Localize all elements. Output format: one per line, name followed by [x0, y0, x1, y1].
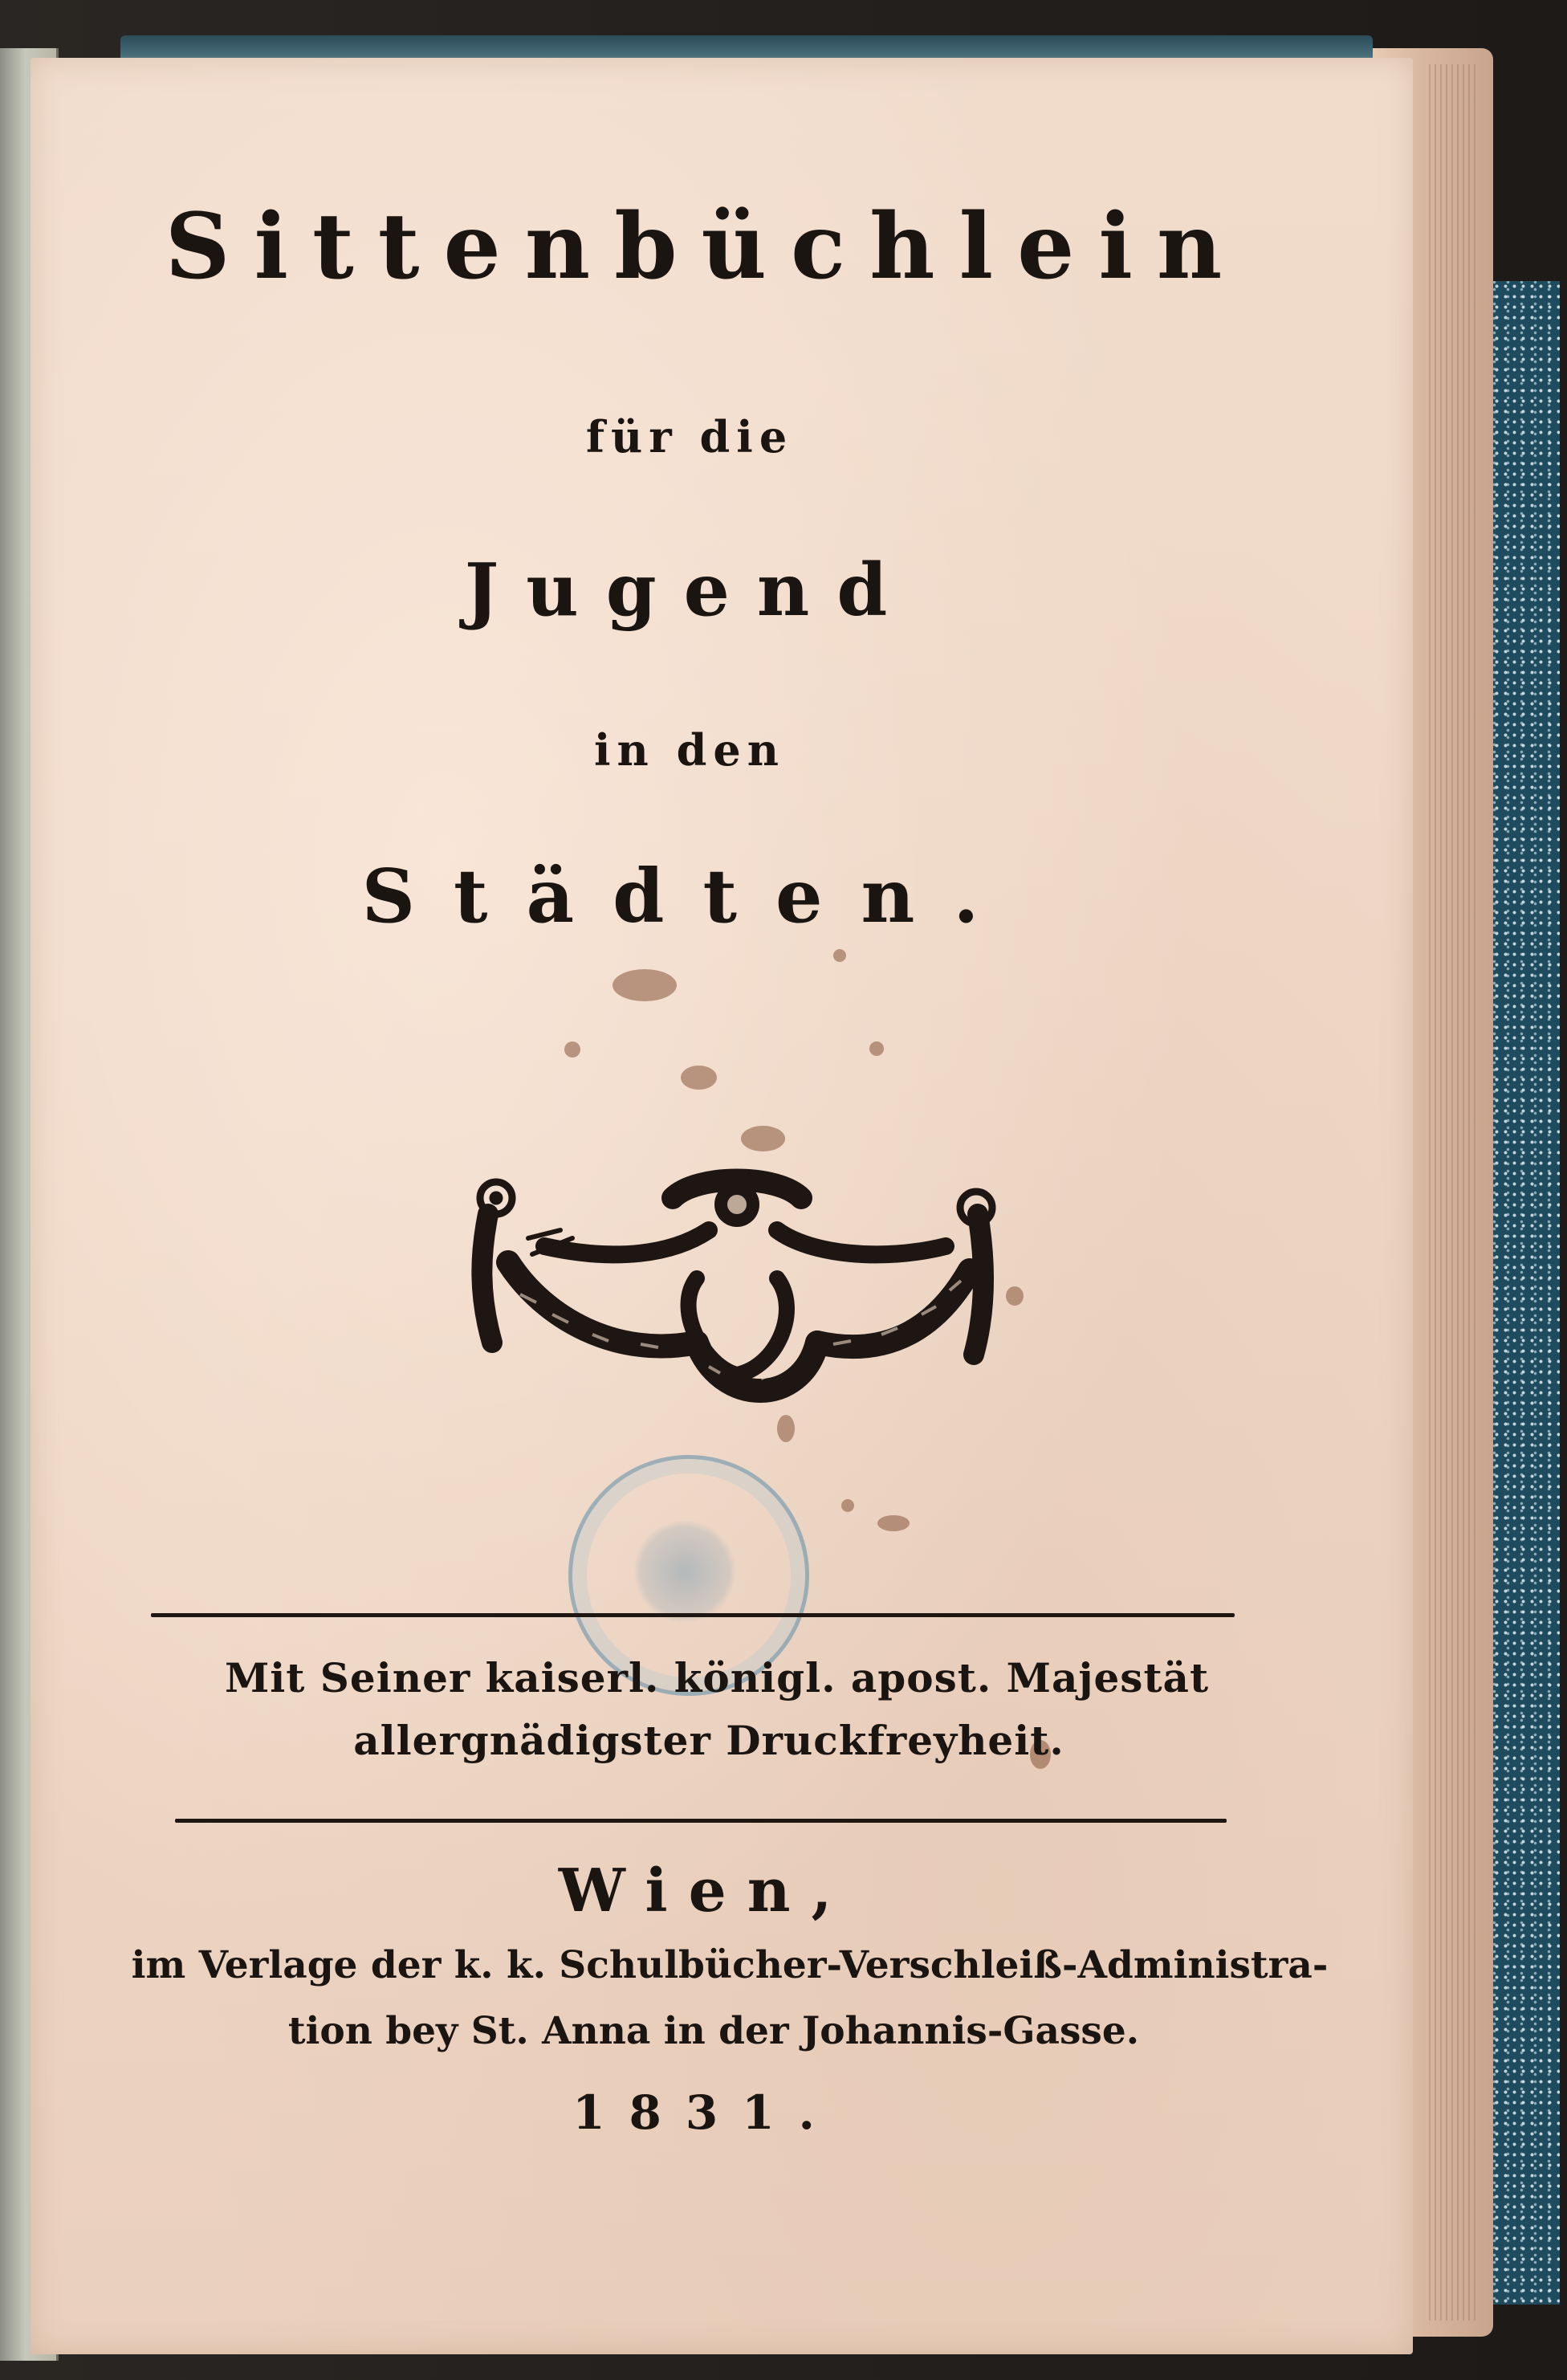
foxing-spot [877, 1515, 910, 1531]
page-stack-lines [1429, 64, 1477, 2321]
publication-year: 1831. [572, 2085, 839, 2140]
garland-ornament [432, 1142, 1042, 1431]
title-for: für die [585, 411, 794, 463]
publisher-line-1: im Verlage der k. k. Schulbücher-Verschleiß-Administra- [131, 1943, 1329, 1987]
place-of-publication: Wien, [558, 1856, 853, 1926]
title-in: in den [594, 724, 785, 776]
privilege-line-2: allergnädigster Druckfreyheit. [353, 1717, 1064, 1764]
publisher-line-2: tion bey St. Anna in der Johannis-Gasse. [287, 2009, 1140, 2053]
stamp-eagle-icon [633, 1519, 737, 1624]
foxing-spot [613, 969, 677, 1001]
foxing-spot [833, 949, 846, 962]
title-page [31, 58, 1413, 2354]
divider-rule-bottom [175, 1819, 1227, 1823]
foxing-spot [564, 1041, 580, 1058]
foxing-spot [869, 1041, 884, 1056]
title-youth: Jugend [464, 548, 915, 633]
book-title: Sittenbüchlein [165, 194, 1247, 300]
privilege-line-1: Mit Seiner kaiserl. königl. apost. Majestät [224, 1654, 1210, 1701]
divider-rule-top [151, 1613, 1235, 1617]
foxing-spot [681, 1066, 717, 1090]
title-cities: Städten. [361, 853, 1018, 939]
foxing-spot [841, 1499, 854, 1512]
